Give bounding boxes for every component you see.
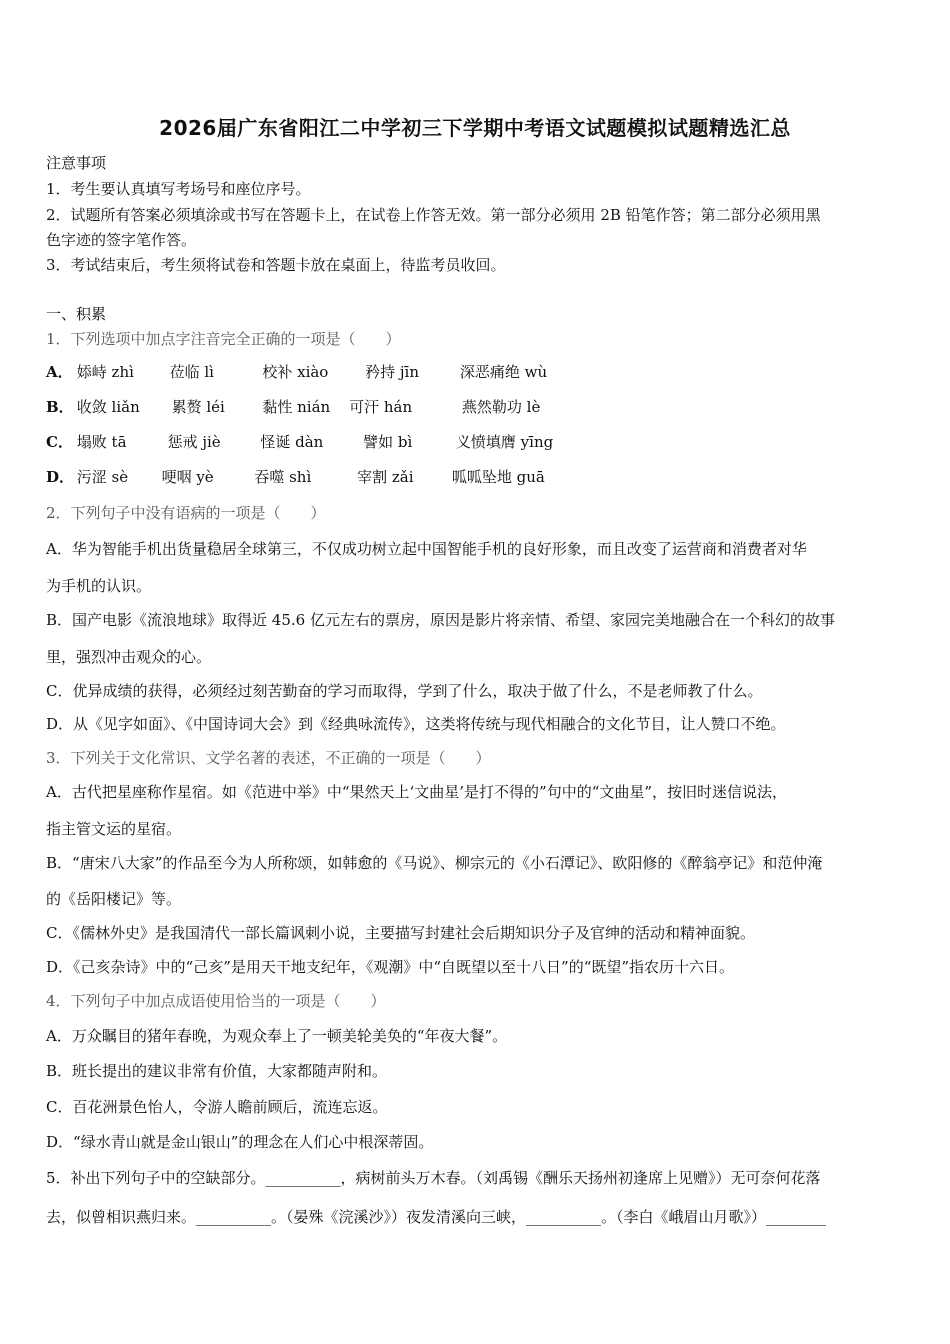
option-item: 矜持 jīn <box>365 363 420 381</box>
option-text: B．国产电影《流浪地球》取得近 45.6 亿元左右的票房，原因是影片将亲情、希望、家园完美地融合在一个科幻的故事 <box>46 611 835 629</box>
option-row-d <box>46 466 545 487</box>
question-text: 5．补出下列句子中的空缺部分。__________，病树前头万木春。（刘禹锡《酬乐天扬州初逢席上见赠》）无可奈何花落 <box>46 1169 821 1187</box>
option-key: D． <box>46 468 75 486</box>
option-item: 吞噬 shì <box>254 468 312 486</box>
option-item: 哽咽 yè <box>161 468 214 486</box>
option-key: B． <box>46 398 74 416</box>
option-key: A． <box>46 363 73 381</box>
option-item: 收敛 liǎn <box>76 398 140 416</box>
option-text: D．“绿水青山就是金山银山”的理念在人们心中根深蒂固。 <box>46 1133 434 1151</box>
option-row-a <box>46 361 547 382</box>
option-row-b <box>46 396 540 417</box>
option-item: 呱呱坠地 guā <box>451 468 545 486</box>
notice-item: 3．考试结束后，考生须将试卷和答题卡放在桌面上，待监考员收回。 <box>46 256 506 274</box>
option-item: 宰割 zǎi <box>357 468 414 486</box>
option-text: D．从《见字如面》、《中国诗词大会》到《经典咏流传》，这类将传统与现代相融合的文化节目，让人赞口不绝。 <box>46 715 786 733</box>
page-title: 2026届广东省阳江二中学初三下学期中考语文试题模拟试题精选汇总 <box>159 116 791 140</box>
option-item: 譬如 bì <box>363 433 413 451</box>
option-item: 深恶痛绝 wù <box>459 363 548 381</box>
option-text: 为手机的认识。 <box>46 577 152 595</box>
option-item: 莅临 lì <box>169 363 214 381</box>
option-text: B．班长提出的建议非常有价值，大家都随声附和。 <box>46 1062 388 1080</box>
question-stem: 1．下列选项中加点字注音完全正确的一项是（ ） <box>46 330 401 348</box>
option-text: 的《岳阳楼记》等。 <box>46 890 182 908</box>
option-key: C． <box>46 433 73 451</box>
option-text: C．《儒林外史》是我国清代一部长篇讽刺小说，主要描写封建社会后期知识分子及官绅的活动和精神面貌。 <box>46 924 755 942</box>
notice-heading: 注意事项 <box>46 154 107 172</box>
option-item: 塌败 tā <box>76 433 127 451</box>
option-text: A．华为智能手机出货量稳居全球第三，不仅成功树立起中国智能手机的良好形象，而且改变了运营商和消费者对华 <box>46 540 807 558</box>
section-heading: 一、积累 <box>46 305 107 323</box>
option-text: C．优异成绩的获得，必须经过刻苦勤奋的学习而取得，学到了什么，取决于做了什么，不是老师教了什么。 <box>46 682 763 700</box>
option-item: 黏性 nián <box>262 398 331 416</box>
option-text: B．“唐宋八大家”的作品至今为人所称颂，如韩愈的《马说》、柳宗元的《小石潭记》、欧阳修的《醉翁亭记》和范仲淹 <box>46 854 823 872</box>
option-text: C．百花洲景色怡人，令游人瞻前顾后，流连忘返。 <box>46 1098 388 1116</box>
option-text: A．古代把星座称作星宿。如《范进中举》中“果然天上‘文曲星’是打不得的”句中的“文曲星”，按旧时迷信说法， <box>46 783 788 801</box>
option-text: 指主管文运的星宿。 <box>46 820 182 838</box>
notice-item: 色字迹的签字笔作答。 <box>46 231 197 249</box>
option-item: 累赘 léi <box>171 398 225 416</box>
question-stem: 3．下列关于文化常识、文学名著的表述，不正确的一项是（ ） <box>46 749 491 767</box>
option-item: 燕然勒功 lè <box>461 398 541 416</box>
option-item: 污涩 sè <box>76 468 129 486</box>
option-item: 婖峙 zhì <box>76 363 134 381</box>
option-item: 怪诞 dàn <box>260 433 324 451</box>
notice-item: 1．考生要认真填写考场号和座位序号。 <box>46 180 311 198</box>
option-text: D．《己亥杂诗》中的“己亥”是用天干地支纪年，《观潮》中“自既望以至十八日”的“既望”指农历十六日。 <box>46 958 735 976</box>
option-text: A．万众瞩目的猪年春晚，为观众奉上了一顿美轮美奂的“年夜大餐”。 <box>46 1027 508 1045</box>
option-item: 校补 xiào <box>262 363 329 381</box>
question-stem: 2．下列句子中没有语病的一项是（ ） <box>46 504 326 522</box>
question-text: 去，似曾相识燕归来。__________。（晏殊《浣溪沙》）夜发清溪向三峡，__________。（李白《峨眉山月歌》）________ <box>46 1208 827 1226</box>
option-item: 惩戒 jiè <box>167 433 221 451</box>
option-row-c <box>46 431 553 452</box>
notice-item: 2．试题所有答案必须填涂或书写在答题卡上，在试卷上作答无效。第一部分必须用 2B 铅笔作答；第二部分必须用黑 <box>46 206 821 224</box>
option-item: 义愤填膺 yīng <box>455 433 554 451</box>
question-stem: 4．下列句子中加点成语使用恰当的一项是（ ） <box>46 992 386 1010</box>
option-text: 里，强烈冲击观众的心。 <box>46 648 212 666</box>
option-item: 可汗 hán <box>349 398 413 416</box>
